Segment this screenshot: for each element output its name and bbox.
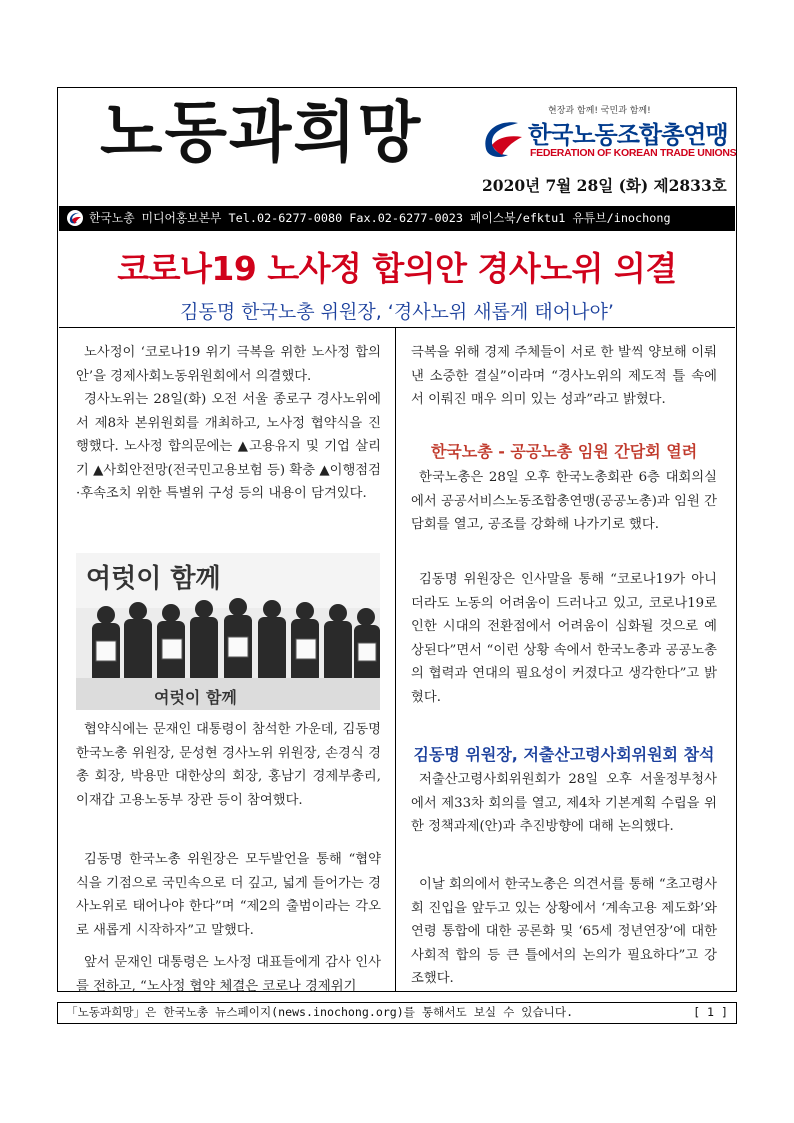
- org-name: 한국노동조합총연맹: [528, 121, 728, 149]
- page-number: [ 1 ]: [693, 1005, 728, 1019]
- article-paragraph: 극복을 위해 경제 주체들이 서로 한 발씩 양보해 이뤄낸 소중한 결실”이라며 “경사노위의 제도적 틀 속에서 이뤄진 매우 의미 있는 성과”라고 밝혔다.: [411, 345, 717, 408]
- divider: [59, 327, 735, 328]
- event-photo-image: [76, 553, 380, 710]
- article-paragraph: 저출산고령사회위원회가 28일 오후 서울정부청사에서 제33차 회의를 열고, 제4차 기본계획 수립을 위한 정책과제(안)과 추진방향에 대해 논의했다.: [411, 772, 717, 835]
- org-logo-block: [478, 103, 737, 169]
- column-divider: [395, 327, 396, 992]
- section-heading: 김동명 위원장, 저출산고령사회위원회 참석: [413, 745, 715, 764]
- org-english-name: FEDERATION OF KOREAN TRADE UNIONS: [530, 147, 737, 159]
- article-paragraph: 앞서 문재인 대통령은 노사정 대표들에게 감사 인사를 전하고, “노사정 협약 체결은 코로나 경제위기: [76, 955, 381, 994]
- fktu-logo-icon: [478, 115, 528, 161]
- photo-bottom-text: 여럿이 함께: [154, 688, 237, 707]
- section-heading: 한국노총 - 공공노총 임원 간담회 열려: [430, 442, 698, 461]
- sub-headline: 김동명 한국노총 위원장, ‘경사노위 새롭게 태어나야’: [180, 301, 614, 323]
- info-bar-text: 한국노총 미디어홍보본부 Tel.02-6277-0080 Fax.02-6277-0023 페이스북/efktu1 유튜브/inochong: [89, 211, 671, 225]
- article-paragraph: 노사정이 ‘코로나19 위기 극복을 위한 노사정 합의안’을 경제사회노동위원회에서 의결했다.: [76, 345, 381, 384]
- article-paragraph: 경사노위는 28일(화) 오전 서울 종로구 경사노위에서 제8차 본위원회를 개최하고, 노사정 협약식을 진행했다. 노사정 합의문에는 ▲고용유지 및 기업 살리기 ▲사회안전망(전국민고용보험 등) 확충 ▲이행점검·후속조치 위한 특별위 구성 등의 내용이 담겨있다.: [76, 392, 381, 502]
- article-paragraph: 한국노총은 28일 오후 한국노총회관 6층 대회의실에서 공공서비스노동조합총연맹(공공노총)과 임원 간담회를 열고, 공조를 강화해 나가기로 했다.: [411, 470, 717, 533]
- footer: [57, 1002, 737, 1024]
- info-bar: [59, 206, 735, 231]
- article-paragraph: 협약식에는 문재인 대통령이 참석한 가운데, 김동명 한국노총 위원장, 문성현 경사노위 위원장, 손경식 경총 회장, 박용만 대한상의 회장, 홍남기 경제부총리, 이재갑 고용노동부 장관 등이 참여했다.: [76, 722, 381, 808]
- issue-date: 2020년 7월 28일 (화) 제2833호: [482, 176, 727, 195]
- fktu-small-logo-icon: [67, 210, 83, 226]
- photo-banner-text: 여럿이 함께: [86, 564, 221, 594]
- article-paragraph: 이날 회의에서 한국노총은 의견서를 통해 “초고령사회 진입을 앞두고 있는 상황에서 ‘계속고용 제도화’와 연령 통합에 대한 공론화 및 ‘65세 정년연장’에 대한 사회적 합의 등 큰 틀에서의 논의가 필요하다”고 강조했다.: [411, 877, 717, 987]
- footer-text: 「노동과희망」은 한국노총 뉴스페이지(news.inochong.org)를 통해서도 보실 수 있습니다.: [66, 1005, 574, 1019]
- main-headline: 코로나19 노사정 합의안 경사노위 의결: [117, 249, 677, 288]
- article-paragraph: 김동명 위원장은 인사말을 통해 “코로나19가 아니더라도 노동의 어려움이 드러나고 있고, 코로나19로 인한 시대의 전환점에서 어려움이 심화될 것으로 예상된다”면서 “이런 상황 속에서 한국노총과 공공노총의 협력과 연대의 필요성이 커졌다고 생각한다”고 밝혔다.: [411, 572, 717, 705]
- masthead-title: 노동과희망: [100, 94, 423, 171]
- org-slogan: 현장과 함께! 국민과 함께!: [548, 106, 651, 116]
- event-photo: [76, 553, 380, 710]
- article-paragraph: 김동명 한국노총 위원장은 모두발언을 통해 “협약식을 기점으로 국민속으로 더 깊고, 넓게 들어가는 경사노위로 태어나야 한다”며 “제2의 출범이라는 각오로 새롭게 시작하자”고 말했다.: [76, 852, 381, 938]
